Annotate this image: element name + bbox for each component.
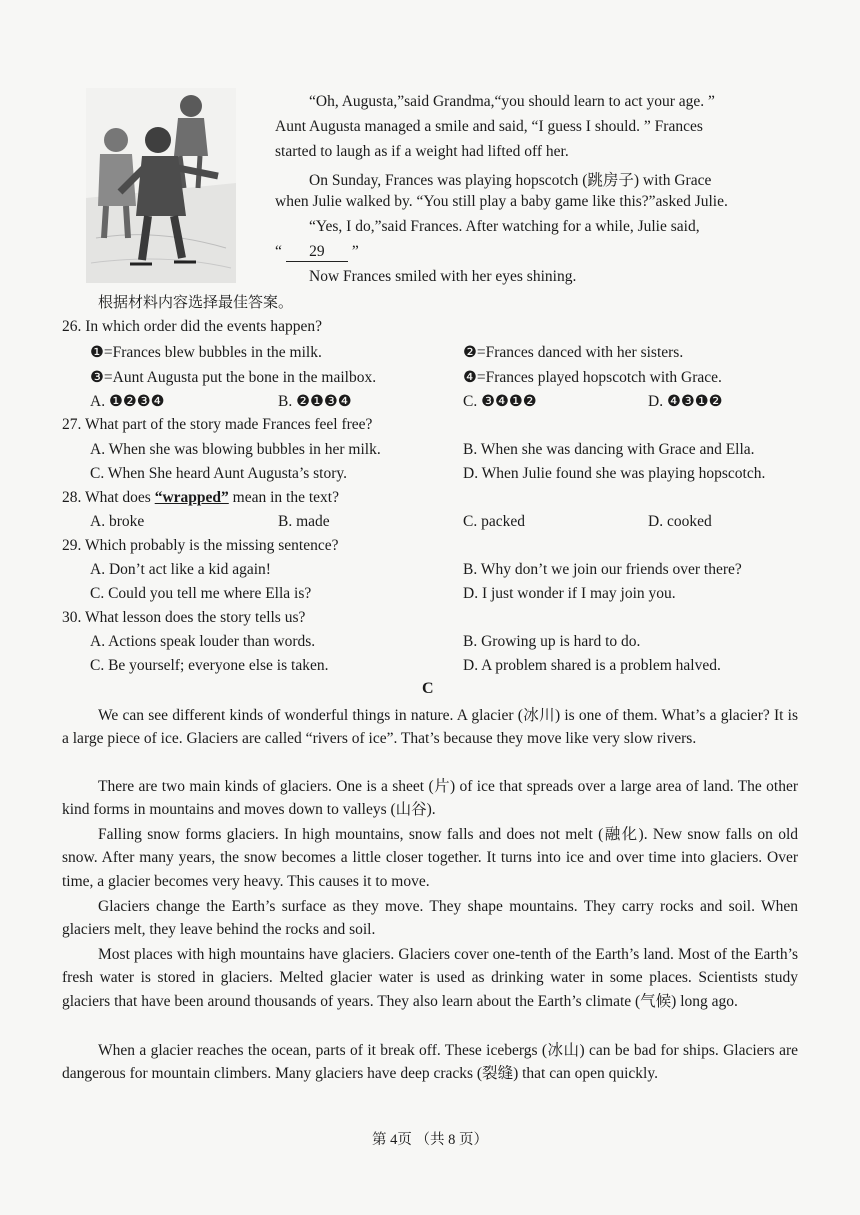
q30-option-c: C. Be yourself; everyone else is taken.: [90, 657, 329, 674]
q28-option-a: A. broke: [90, 513, 145, 530]
question-28-stem: [62, 489, 339, 507]
passage-c-paragraph-3: Falling snow forms glaciers. In high mountains, snow falls and does not melt (融化). New snow falls on old snow. After many years, the snow becomes a little closer together. It turns into ice and over time into glaciers. Over time, a glacier becomes very heavy. This causes it to move.: [62, 826, 798, 890]
q26-option-a: A. ❶❷❸❹: [90, 393, 165, 410]
story-line-1: “Oh, Augusta,”said Grandma,“you should learn to act your age. ”: [309, 93, 715, 110]
blank-open-quote: “: [275, 243, 282, 260]
q26-option-c: C. ❸❹❶❷: [463, 393, 537, 410]
q28-option-d: D. cooked: [648, 513, 712, 530]
q26-event-3: ❸=Aunt Augusta put the bone in the mailbox.: [90, 369, 377, 386]
q27-option-a: A. When she was blowing bubbles in her milk.: [90, 441, 381, 458]
question-30-stem: 30. What lesson does the story tells us?: [62, 609, 306, 626]
q28-keyword: “wrapped”: [154, 489, 229, 506]
story-last-line: Now Frances smiled with her eyes shining.: [309, 268, 577, 285]
blank-line: [275, 243, 359, 262]
q26-event-1: ❶=Frances blew bubbles in the milk.: [90, 344, 322, 361]
passage-c-paragraph-4: Glaciers change the Earth’s surface as they move. They shape mountains. They carry rocks and soil. When glaciers melt, they leave behind the rocks and soil.: [62, 898, 798, 939]
q29-option-d: D. I just wonder if I may join you.: [463, 585, 676, 602]
q27-option-d: D. When Julie found she was playing hopscotch.: [463, 465, 766, 482]
blank-close-quote: ”: [351, 243, 359, 260]
story-line-4: On Sunday, Frances was playing hopscotch (跳房子) with Grace: [309, 172, 712, 189]
q28-stem-post: mean in the text?: [228, 489, 339, 506]
question-27-stem: 27. What part of the story made Frances feel free?: [62, 416, 373, 433]
question-29-stem: 29. Which probably is the missing sentence?: [62, 537, 339, 554]
q26-option-d: D. ❹❸❶❷: [648, 393, 723, 410]
q27-option-b: B. When she was dancing with Grace and Ella.: [463, 441, 755, 458]
passage-c-paragraph-2: There are two main kinds of glaciers. One is a sheet (片) of ice that spreads over a large area of land. The other kind forms in mountains and moves down to valleys (山谷).: [62, 778, 798, 819]
instruction: 根据材料内容选择最佳答案。: [98, 293, 294, 311]
q27-option-c: C. When She heard Aunt Augusta’s story.: [90, 465, 348, 482]
children-skating-illustration: [86, 88, 236, 283]
story-line-5: when Julie walked by. “You still play a baby game like this?”asked Julie.: [275, 193, 728, 210]
q28-option-c: C. packed: [463, 513, 525, 530]
question-26-stem: 26. In which order did the events happen?: [62, 318, 322, 335]
q26-event-4: ❹=Frances played hopscotch with Grace.: [463, 369, 722, 386]
story-line-6: “Yes, I do,”said Frances. After watching for a while, Julie said,: [309, 218, 700, 235]
blank-29: 29: [286, 243, 348, 262]
section-c-heading: C: [422, 680, 434, 697]
page-footer: 第 4页 （共 8 页）: [372, 1132, 488, 1148]
passage-c-paragraph-6: When a glacier reaches the ocean, parts of it break off. These icebergs (冰山) can be bad for ships. Glaciers are dangerous for mountain climbers. Many glaciers have deep cracks (裂缝) that can open quickly.: [62, 1042, 798, 1083]
q29-option-b: B. Why don’t we join our friends over there?: [463, 561, 742, 578]
q26-option-b: B. ❷❶❸❹: [278, 393, 352, 410]
q30-option-d: D. A problem shared is a problem halved.: [463, 657, 721, 674]
q28-stem-pre: 28. What does: [62, 489, 155, 506]
story-line-3: started to laugh as if a weight had lifted off her.: [275, 143, 569, 160]
q30-option-b: B. Growing up is hard to do.: [463, 633, 641, 650]
passage-c-paragraph-5: Most places with high mountains have glaciers. Glaciers cover one-tenth of the Earth’s land. Most of the Earth’s fresh water is stored in glaciers. Melted glacier water is used as drinking water in some places. Scientists study glaciers that have been around thousands of years. They also learn about the Earth’s climate (气候) long ago.: [62, 946, 798, 1010]
q29-option-a: A. Don’t act like a kid again!: [90, 561, 271, 578]
q28-option-b: B. made: [278, 513, 330, 530]
q26-event-2: ❷=Frances danced with her sisters.: [463, 344, 684, 361]
q29-option-c: C. Could you tell me where Ella is?: [90, 585, 312, 602]
q30-option-a: A. Actions speak louder than words.: [90, 633, 316, 650]
story-line-2: Aunt Augusta managed a smile and said, “I guess I should. ” Frances: [275, 118, 703, 135]
passage-c-paragraph-1: We can see different kinds of wonderful things in nature. A glacier (冰川) is one of them. What’s a glacier? It is a large piece of ice. Glaciers are called “rivers of ice”. That’s because they move like very slow rivers.: [62, 707, 798, 748]
